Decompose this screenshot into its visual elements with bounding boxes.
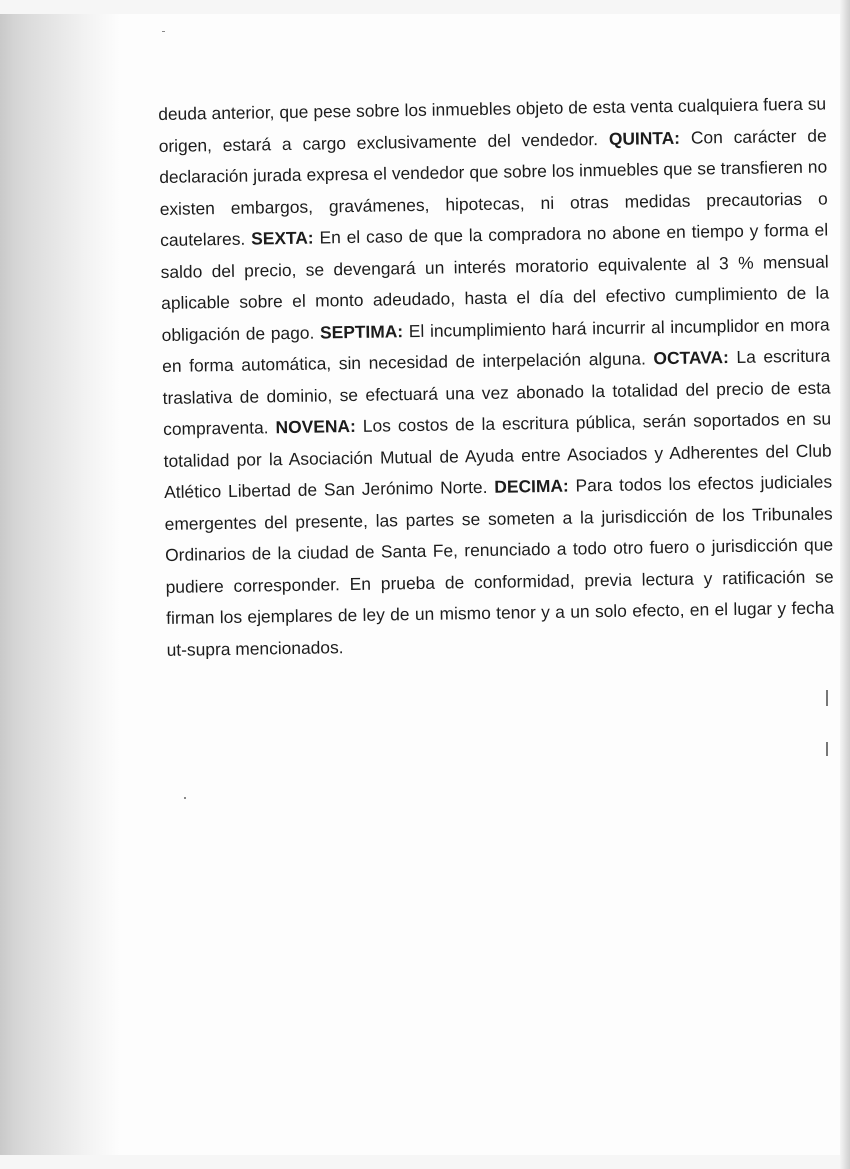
clause-text-segment: En el caso de que la compradora no abone en tiempo y forma el saldo del precio, se devengará un interés moratorio equivalente al 3 % mensual aplicable sobre el monto adeudado, hasta el día del efectivo cumplimiento de la obligación de pago. bbox=[160, 219, 830, 345]
scan-bottom-edge bbox=[0, 1155, 850, 1169]
clause-heading-decima: DECIMA: bbox=[494, 475, 569, 497]
scan-top-edge bbox=[0, 0, 850, 14]
clause-heading-sexta: SEXTA: bbox=[250, 227, 314, 249]
clause-heading-septima: SEPTIMA: bbox=[319, 320, 404, 342]
scan-right-edge bbox=[840, 0, 850, 1169]
scan-artifact-mark bbox=[826, 742, 828, 756]
scan-binding-shadow bbox=[0, 0, 120, 1169]
clause-text-segment: Los costos de la escritura pública, serán soportados en su totalidad por la Asociación Mutual de Ayuda entre Asociados y Adherentes del Club Atlético Libertad de San Jerónimo Norte. bbox=[163, 408, 832, 502]
clause-text-segment: Para todos los efectos judiciales emergentes del presente, las partes se someten a la jurisdicción de los Tribunales Ordinarios de la ciudad de Santa Fe, renunciado a todo otro fuero o jurisdicción que pudiere corresponder. En prueba de conformidad, previa lectura y ratificación se firman los ejemplares de ley de un mismo tenor y a un solo efecto, en el lugar y fecha ut-supra mencionados. bbox=[164, 471, 835, 660]
clause-text-segment: deuda anterior, que pese sobre los inmuebles objeto de esta venta cualquiera fuera su origen, estará a cargo exclusivamente del vendedor. bbox=[158, 93, 827, 156]
clause-text-segment: El incumplimiento hará incurrir al incumplidor en mora en forma automática, sin necesidad de interpelación alguna. bbox=[162, 313, 830, 376]
scan-artifact-speck bbox=[162, 31, 165, 32]
scan-artifact-mark bbox=[826, 690, 828, 706]
clause-text-segment: La escritura traslativa de dominio, se efectuará una vez abonado la totalidad del precio de esta compraventa. bbox=[162, 345, 831, 439]
clause-heading-novena: NOVENA: bbox=[275, 415, 356, 438]
clause-text-segment: Con carácter de declaración jurada expresa el vendedor que sobre los inmuebles que se transfieren no existen embargos, gravámenes, hipotecas, ni otras medidas precautorias o cautelares. bbox=[159, 125, 828, 250]
clause-heading-quinta: QUINTA: bbox=[608, 127, 681, 149]
contract-clauses-text bbox=[158, 89, 835, 666]
clause-heading-octava: OCTAVA: bbox=[653, 347, 729, 369]
scan-artifact-speck bbox=[184, 797, 186, 799]
